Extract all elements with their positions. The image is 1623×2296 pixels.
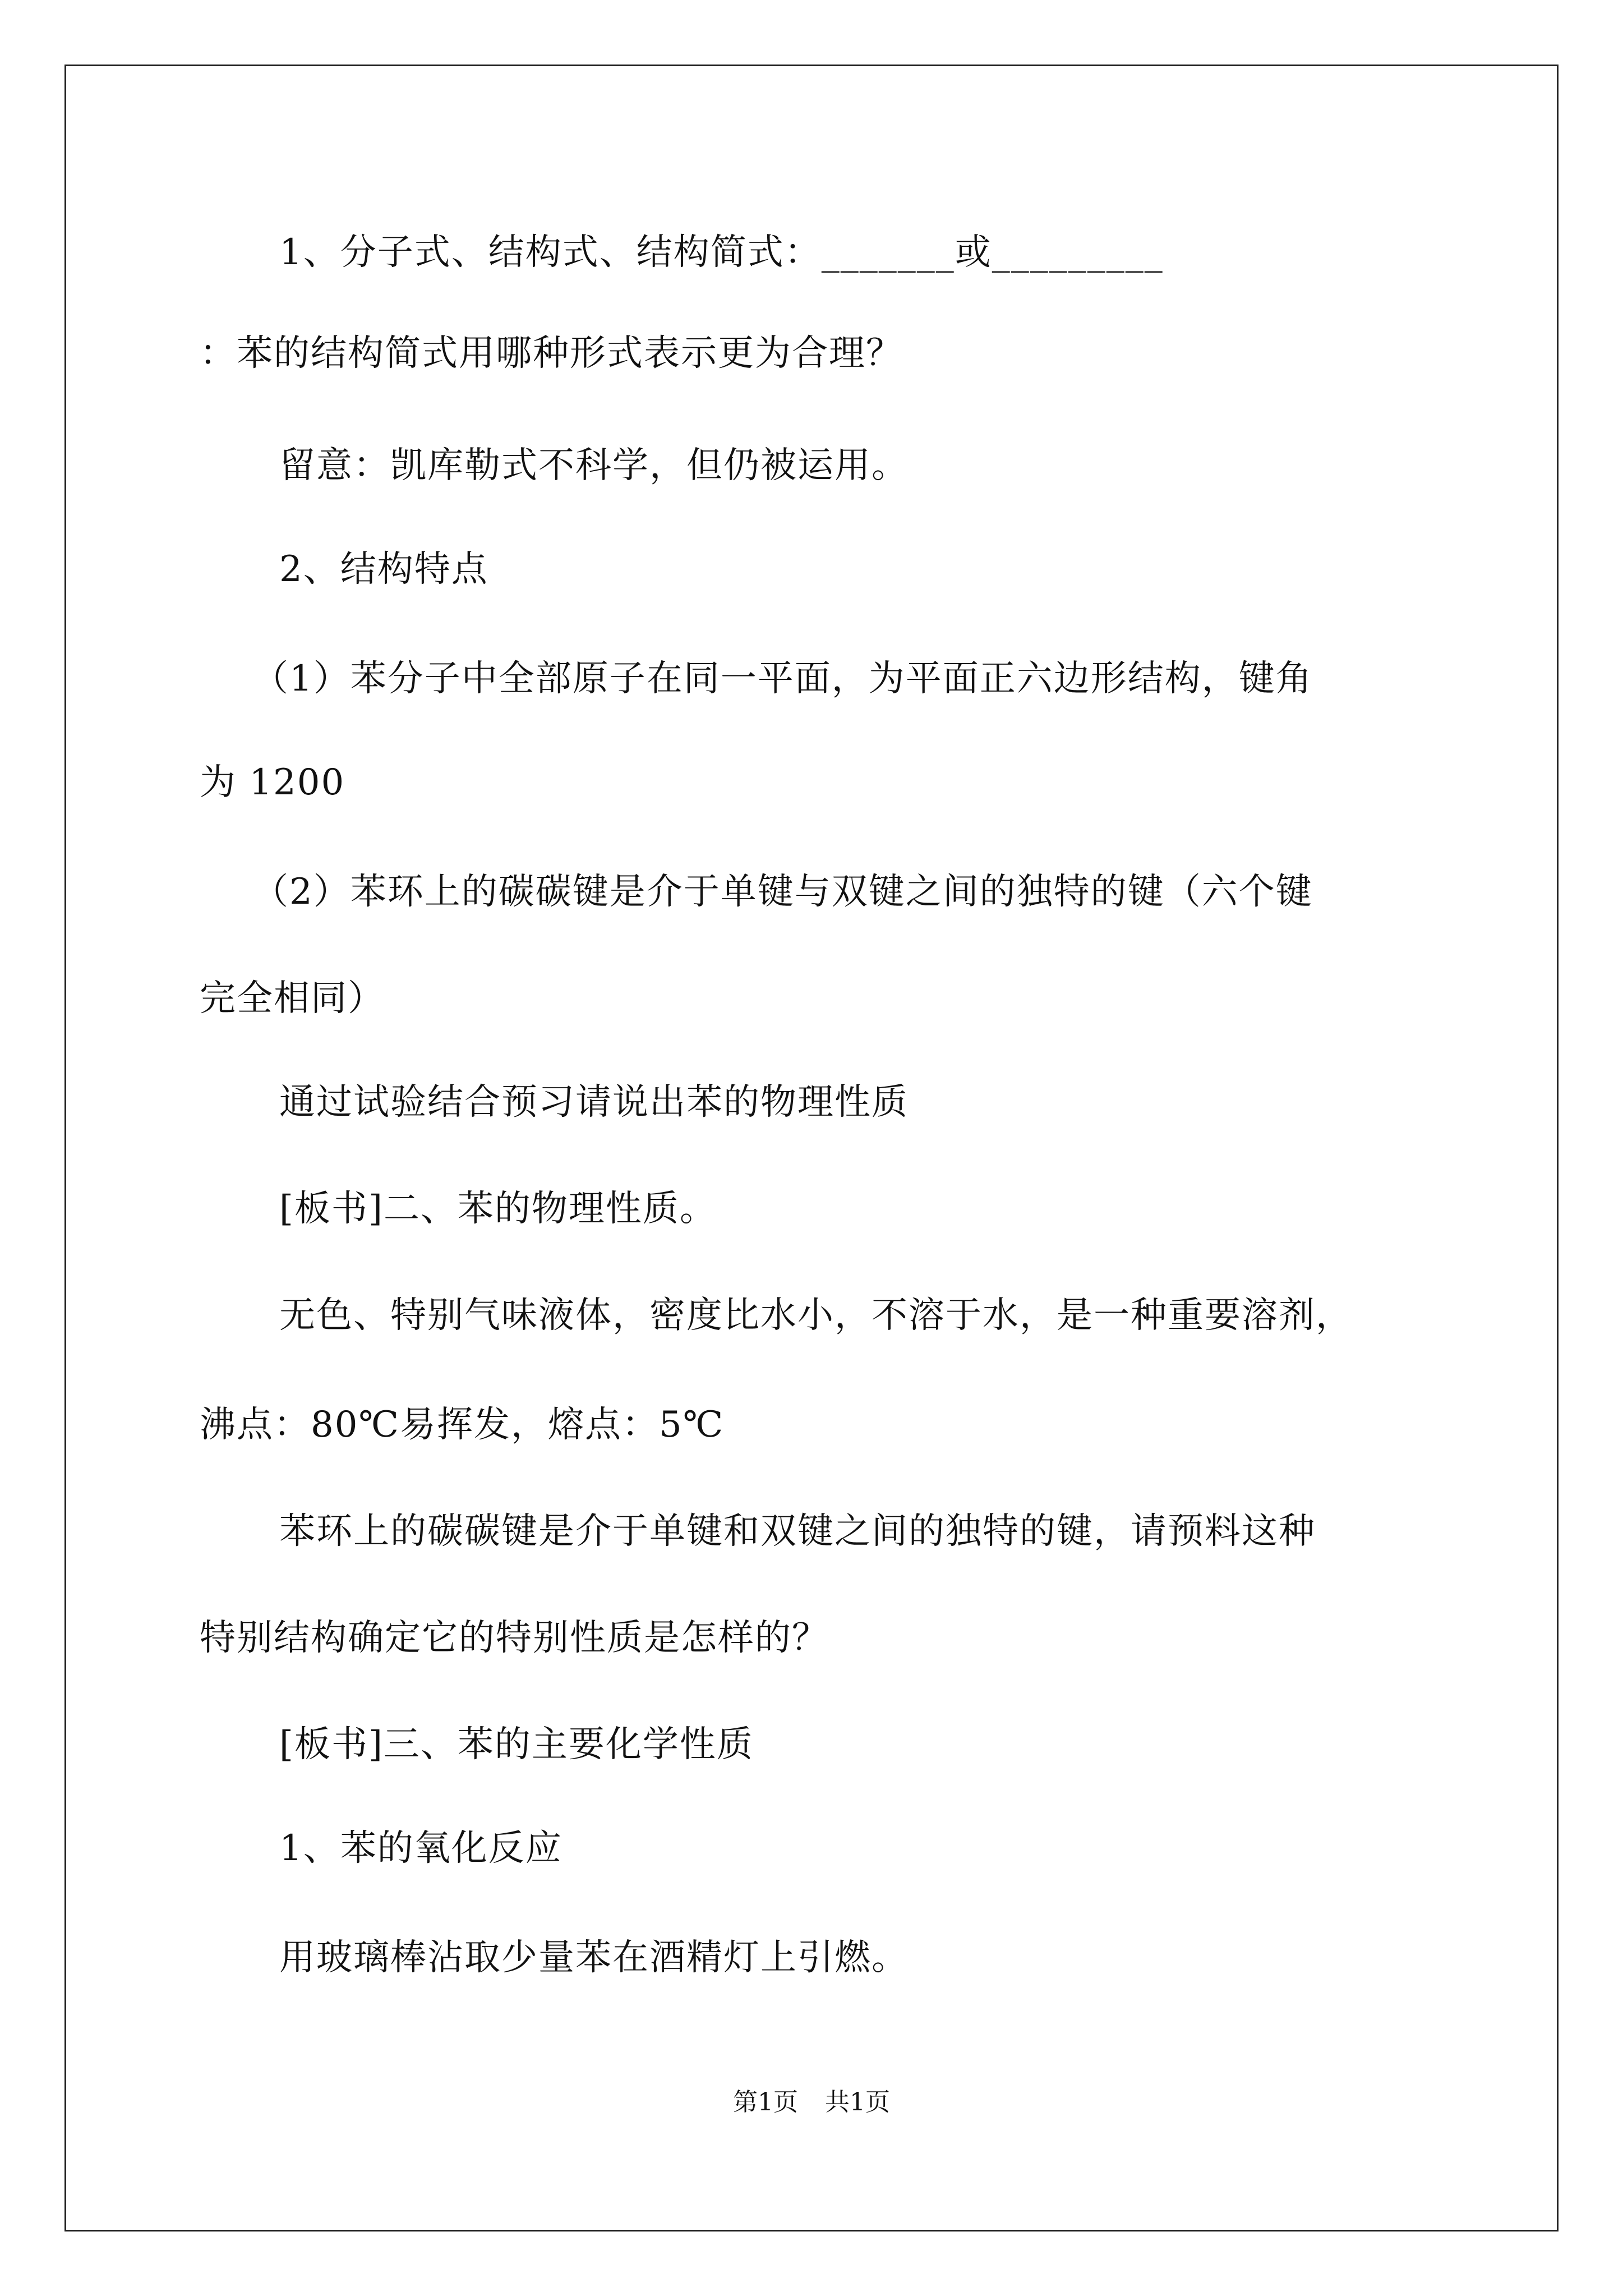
page-total: 共1页 — [825, 2088, 890, 2116]
text-line-1: 1、分子式、结构式、结构简式：_______或_________ — [279, 232, 1164, 273]
text-line-2: ：苯的结构简式用哪种形式表示更为合理？ — [200, 333, 903, 374]
text-line-7: （2）苯环上的碳碳键是介于单键与双键之间的独特的键（六个键 — [252, 871, 1313, 913]
text-line-6: 为 1200 — [200, 762, 345, 803]
text-line-11: 无色、特别气味液体，密度比水小，不溶于水，是一种重要溶剂， — [279, 1295, 1353, 1336]
text-line-10: [板书]二、苯的物理性质。 — [279, 1188, 717, 1230]
text-line-17: 用玻璃棒沾取少量苯在酒精灯上引燃。 — [279, 1937, 909, 1978]
text-line-3: 留意：凯库勒式不科学，但仍被运用。 — [279, 445, 909, 486]
text-line-8: 完全相同） — [200, 978, 385, 1019]
text-line-9: 通过试验结合预习请说出苯的物理性质 — [279, 1082, 909, 1123]
text-line-12: 沸点：80℃易挥发，熔点：5℃ — [200, 1404, 725, 1446]
text-line-15: [板书]三、苯的主要化学性质 — [279, 1724, 754, 1765]
page-footer — [0, 2087, 1623, 2118]
page-border — [64, 65, 1559, 2231]
text-line-4: 2、结构特点 — [279, 549, 488, 590]
text-line-13: 苯环上的碳碳键是介于单键和双键之间的独特的键，请预料这种 — [279, 1511, 1316, 1552]
text-line-16: 1、苯的氧化反应 — [279, 1828, 562, 1869]
page-number: 第1页 — [733, 2088, 798, 2116]
text-line-5: （1）苯分子中全部原子在同一平面，为平面正六边形结构，键角 — [252, 658, 1313, 700]
text-line-14: 特别结构确定它的特别性质是怎样的？ — [200, 1617, 829, 1659]
